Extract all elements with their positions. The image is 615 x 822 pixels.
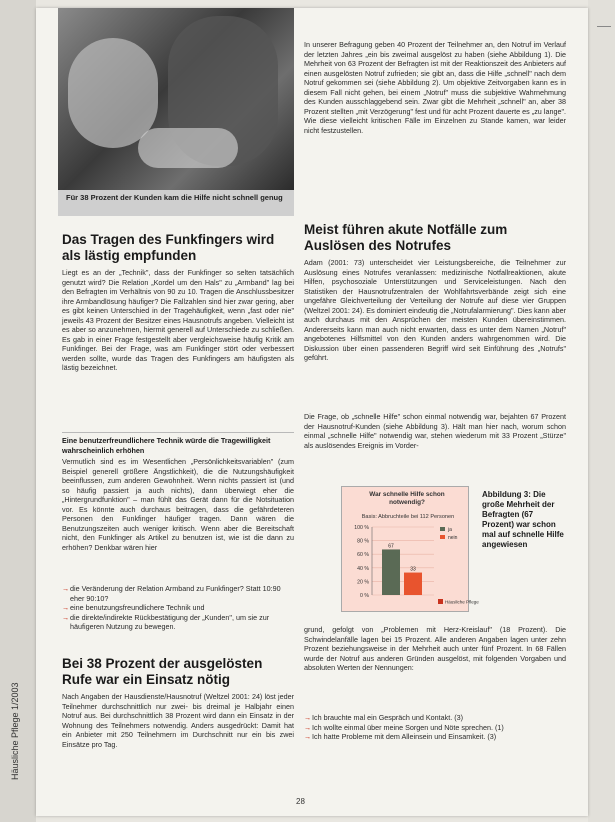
left-paragraph-1: Liegt es an der „Technik", dass der Funkfinger so selten tatsächlich genutzt wird? Die Relation „Kordel um den Hals" zu „Armband" lag bei den Befragten im Verhältnis von 90 zu 10. Tragen die Anschlussbesitzer ihre Armbandlösung häufiger? Die Fallzahlen sind hier zwar gering, aber es gibt keinen Unterschied in der Tragehäufigkeit, wenn „fast oder nie" jeweils 43 Prozent der Besitzer eines Hausnotrufs angeben. Vielleicht ist es aber so anzunehmen, hiermit generell auf Unterschiede zu schließen. Es gab in einer Frage festgestellt aber vergleichsweise häufig Kritik am Funkfinger. Bei der Frage, was am Funkfinger stört oder verbessert werden sollte, wurde das Tragen des Funkfingers am häufigsten als lästig bezeichnet.	[62, 268, 294, 373]
tick-label: 80 %	[357, 538, 369, 545]
tick-label: 100 %	[354, 525, 369, 531]
figure-caption: Abbildung 3: Die große Mehrheit der Befragten (67 Prozent) war schon mal auf schnelle Hilfe angewiesen	[482, 490, 564, 549]
chart-plot	[342, 487, 479, 611]
tick-label: 40 %	[357, 565, 369, 572]
photo-caption: Für 38 Prozent der Kunden kam die Hilfe nicht schnell genug	[58, 190, 294, 216]
list-item: → Ich hatte Probleme mit dem Alleinsein und Einsamkeit. (3)	[304, 732, 566, 742]
right-bullet-list	[304, 713, 566, 742]
legend-swatch	[440, 535, 445, 539]
right-paragraph-1: In unserer Befragung geben 40 Prozent der Teilnehmer an, den Notruf im Verlauf der letzten Jahres „ein bis zweimal ausgelöst zu haben (siehe Abbildung 1). Die Mehrheit von 63 Prozent der Befragten ist mit der Reaktionszeit des Anbieters auf einen ausgelösten Notruf zufrieden; sie gibt an, dass die Hilfe „schnell" nach dem Notruf gekommen sei (siehe Abbildung 2). Um objektive Zeitvorgaben kann es in diesem Fall nicht gehen, bei einem „Notruf" muss die subjektive Wahrnehmung des Kunden ausschlaggebend sein. Zwar gibt die Mehrheit „schnell" an, aber 38 Prozent stellten „mit Verzögerung" fest und für acht Prozent dauerte es „zu lange". Wie diese vielleicht kritischen Fälle im Einzelnen zu Stande kamen, war leider nicht festzustellen.	[304, 40, 566, 135]
right-paragraph-2: Adam (2001: 73) unterscheidet vier Leistungsbereiche, die Teilnehmer zur Auslösung eines Notrufes veranlassen: medizinische Notfallreaktionen, akute Hilfen, psychosoziale Unterstützungen und Serviceleistungen. Nach den Statistiken der Hausnotrufzentralen der Wohlfahrtsverbände zeigt sich eine ungefähre Gleichverteilung der Verteilung der Notrufe auf diese vier Gruppen (Weltzel 2001: 24). Es dominiert eindeutig die „Notrufalarmierung". Dies kann aber auch durchaus mit den Ansprüchen der meisten Kunden übereinstimmen. Andererseits kann man auch nicht erwarten, dass es unter dem Namen „Notruf" angebotenes Hilfsmittel von den Kunden anders wahrgenommen wird. Die Diskussion über einen passenderen Begriff wird seit Einführung des „Notrufs" geführt.	[304, 258, 566, 363]
chart-source: Häusliche Pflege	[445, 599, 479, 605]
chart-subtitle: Basis: Abbruchteile bei 112 Personen	[361, 514, 455, 520]
list-item: → Ich wollte einmal über meine Sorgen und Nöte sprechen. (1)	[304, 723, 566, 733]
list-item: → die Veränderung der Relation Armband zu Funkfinger? Statt 10:90 eher 90:10?	[62, 584, 294, 603]
left-subheading: Eine benutzerfreundlichere Technik würde die Tragewilligkeit wahrscheinlich erhöhen	[62, 436, 271, 455]
page-edge	[588, 0, 615, 822]
tick-label: 60 %	[357, 552, 369, 559]
tick-label: 0 %	[360, 593, 369, 599]
left-paragraph-3: Nach Angaben der Hausdienste/Hausnotruf (Weltzel 2001: 24) löst jeder Teilnehmer durchschnittlich nur zwei- bis dreimal je Halbjahr einen Notruf aus. Bei durchschnittlich 38 Prozent wird dann ein Einsatz in der Wohnung des Teilnehmers notwendig. Anders ausgedrückt: Damit hat ein Anbieter mit 250 Teilnehmern im Durchschnitt nur ein bis zwei Einsätze pro Tag.	[62, 692, 294, 749]
left-heading-2: Bei 38 Prozent der ausgelösten Rufe war ein Einsatz nötig	[62, 656, 263, 687]
data-label: 33	[410, 566, 416, 573]
left-bullet-list	[62, 584, 294, 632]
right-heading: Meist führen akute Notfälle zum Auslösen des Notrufes	[304, 222, 508, 253]
list-item: → Ich brauchte mal ein Gespräch und Kontakt. (3)	[304, 713, 566, 723]
right-paragraph-3: Die Frage, ob „schnelle Hilfe" schon einmal notwendig war, bejahten 67 Prozent der Hausnotruf-Kunden (siehe Abbildung 3). Hält man hier nach, worum schon einmal „schnelle Hilfe" notwendig war, stehen wiederum mit 33 Prozent „Stürze" als auslösendes Ereignis im Vorder-	[304, 412, 566, 450]
journal-name: Häusliche Pflege 1/2003	[10, 682, 20, 780]
care-photo	[58, 8, 294, 190]
right-paragraph-4: grund, gefolgt von „Problemen mit Herz-Kreislauf" (18 Prozent). Die Schwindelanfälle lagen bei 15 Prozent. Alle anderen Angaben lagen unter zehn Prozent beziehungsweise in der Mehrheit auch unter fünf Prozent. In 68 Fällen wurde der Notruf aus anderen Gründen ausgelöst, mit folgenden Vorgaben und absoluten Werten der Nennungen:	[304, 625, 566, 673]
list-item: → die direkte/indirekte Rückbestätigung der „Kunden", um sie zur häufigeren Nutzung zu bewegen.	[62, 613, 294, 632]
legend-swatch	[440, 527, 445, 531]
legend-label: nein	[448, 535, 458, 541]
page-number: 28	[296, 797, 305, 806]
journal-sidebar	[10, 640, 24, 780]
data-label: 67	[388, 543, 394, 550]
bar-ja	[382, 549, 400, 595]
tick-label: 20 %	[357, 579, 369, 586]
left-paragraph-2: Vermutlich sind es im Wesentlichen „Persönlichkeitsvariablen" (zum Beispiel generell größere Ängstlichkeit), die die Nutzungshäufigkeit beeinflussen, zum anderen Gewohnheit. Wenn nichts passiert ist (und so häufig passiert ja auch nichts), dann überwiegt eher die „Hintergrundfunktion" – man fühlt das Gerät dann für die Notsituation vor. Es könnte auch durchaus beitragen, dass die gefährdeteren Personen den Funkfinger häufiger tragen. Dann wären die Benutzungszeiten auch weniger kritisch. Wenn aber die Bereitschaft nicht, den Funkfinger als Artikel zu benutzen ist, wie ist die dann zu erhöhen? Denkbar wären hier	[62, 457, 294, 552]
list-item: → eine benutzungsfreundlichere Technik und	[62, 603, 294, 613]
chart-title: War schnelle Hilfe schon notwendig?	[369, 491, 445, 506]
left-heading-1: Das Tragen des Funkfingers wird als lästig empfunden	[62, 232, 275, 263]
legend-label: ja	[448, 527, 452, 533]
bar-chart	[341, 486, 479, 612]
bar-nein	[404, 573, 422, 595]
source-logo	[438, 599, 443, 604]
